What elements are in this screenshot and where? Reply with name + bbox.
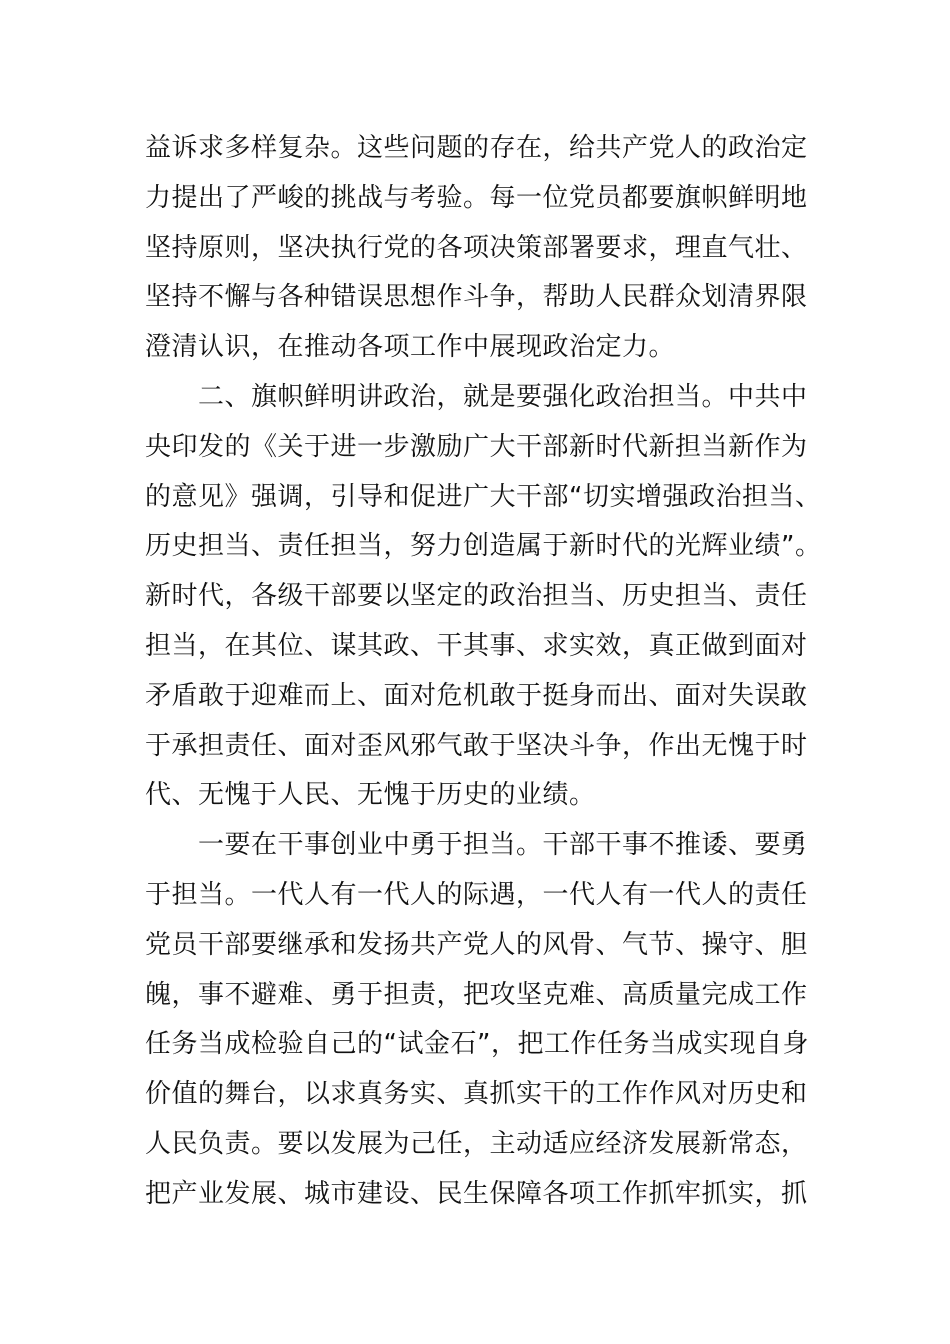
text-line: 坚持原则，坚决执行党的各项决策部署要求，理直气壮、 xyxy=(145,232,808,263)
text-line: 益诉求多样复杂。这些问题的存在，给共产党人的政治定 xyxy=(145,133,808,163)
text-line: 人民负责。要以发展为己任，主动适应经济发展新常态， xyxy=(145,1128,808,1159)
text-line: 代、无愧于人民、无愧于历史的业绩。 xyxy=(145,780,596,811)
text-line: 把产业发展、城市建设、民生保障各项工作抓牢抓实，抓 xyxy=(145,1178,808,1209)
text-line: 于承担责任、面对歪风邪气敢于坚决斗争，作出无愧于时 xyxy=(145,730,808,761)
text-line: 担当，在其位、谋其政、干其事、求实效，真正做到面对 xyxy=(145,630,808,661)
text-line: 的意见》强调，引导和促进广大干部“切实增强政治担当、 xyxy=(145,481,822,512)
text-line: 历史担当、责任担当，努力创造属于新时代的光辉业绩”。 xyxy=(145,531,822,562)
text-line: 力提出了严峻的挑战与考验。每一位党员都要旗帜鲜明地 xyxy=(145,182,808,213)
body-text xyxy=(145,124,822,1220)
text-line: 价值的舞台，以求真务实、真抓实干的工作作风对历史和 xyxy=(145,1079,808,1110)
text-line: 新时代，各级干部要以坚定的政治担当、历史担当、责任 xyxy=(145,581,808,612)
text-line: 矛盾敢于迎难而上、面对危机敢于挺身而出、面对失误敢 xyxy=(145,680,808,711)
text-line: 坚持不懈与各种错误思想作斗争，帮助人民群众划清界限 xyxy=(145,282,808,313)
paragraph-start-line: 二、旗帜鲜明讲政治，就是要强化政治担当。中共中 xyxy=(198,381,808,412)
text-line: 澄清认识，在推动各项工作中展现政治定力。 xyxy=(145,332,676,363)
text-line: 任务当成检验自己的“试金石”，把工作任务当成实现自身 xyxy=(145,1029,809,1060)
text-line: 党员干部要继承和发扬共产党人的风骨、气节、操守、胆 xyxy=(145,929,808,960)
text-line: 于担当。一代人有一代人的际遇，一代人有一代人的责任 xyxy=(145,879,808,910)
text-line: 魄，事不避难、勇于担责，把攻坚克难、高质量完成工作 xyxy=(145,979,808,1010)
text-line: 央印发的《关于进一步激励广大干部新时代新担当新作为 xyxy=(145,431,808,462)
paragraph-start-line: 一要在干事创业中勇于担当。干部干事不推诿、要勇 xyxy=(198,830,808,861)
